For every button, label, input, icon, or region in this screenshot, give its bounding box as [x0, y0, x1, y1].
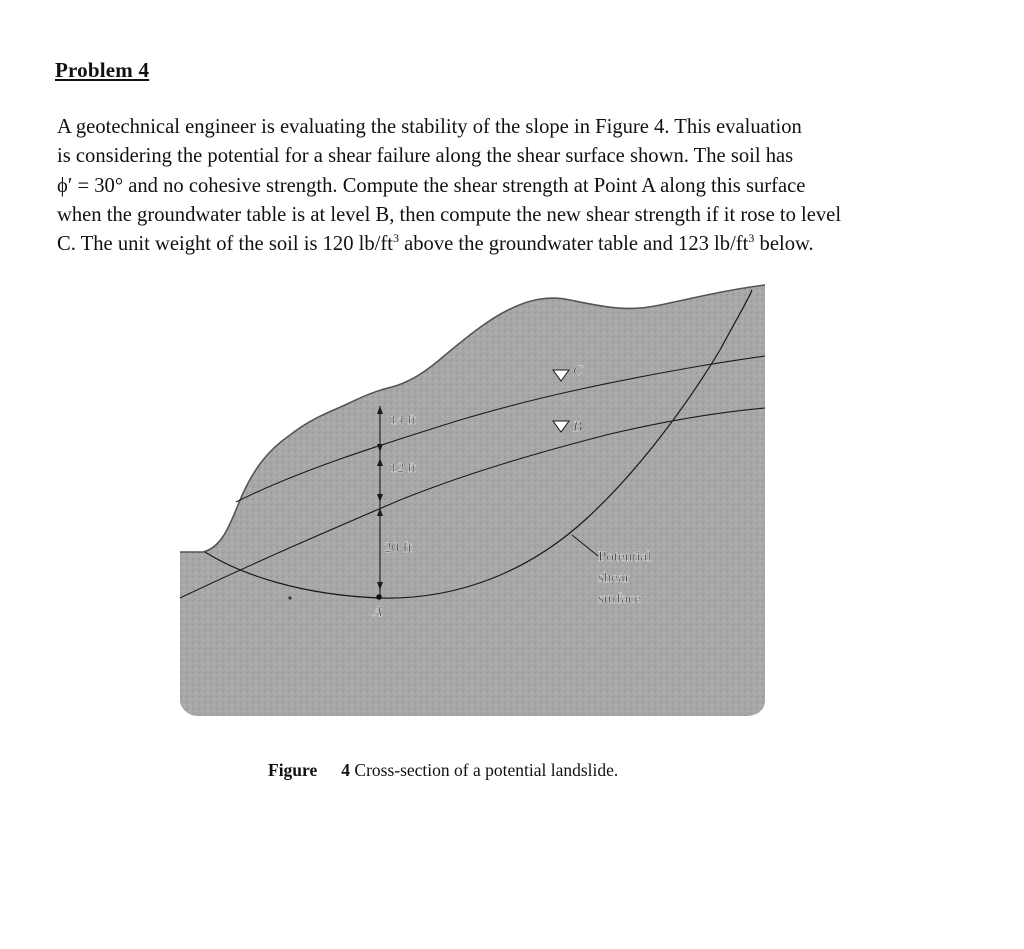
shear-surface-label-line-3: surface	[598, 591, 642, 607]
caption-text: Cross-section of a potential landslide.	[354, 760, 619, 780]
dimension-label-14ft: 14 ft	[390, 413, 417, 428]
caption-prefix: Figure	[268, 760, 318, 780]
statement-line-2: is considering the potential for a shear failure along the shear surface shown. The soil has	[57, 145, 794, 168]
left-reference-dot	[288, 596, 291, 599]
statement-line-5-part-a: C. The unit weight of the soil is 120 lb/ft	[57, 233, 393, 256]
water-level-c-label: C	[573, 363, 584, 379]
statement-line-1: A geotechnical engineer is evaluating the stability of the slope in Figure 4. This evaluation	[57, 116, 802, 138]
shear-surface-label-line-2: shear	[598, 570, 630, 586]
figure-caption	[268, 760, 618, 781]
statement-line-5-part-c: above the groundwater table and 123 lb/ft	[398, 233, 749, 256]
caption-number: 4	[341, 760, 351, 780]
soil-mass	[180, 285, 765, 716]
dimension-label-20ft: 20 ft	[384, 540, 412, 556]
superscript-3-second: 3	[748, 231, 755, 246]
point-a-label: A	[373, 604, 383, 620]
superscript-3-first: 3	[392, 231, 399, 246]
dimension-label-12ft: 12 ft	[390, 461, 417, 476]
water-level-b-label: B	[573, 419, 583, 435]
shear-surface-label-line-1: Potential	[598, 549, 652, 565]
statement-line-3: ϕ′ = 30° and no cohesive strength. Compute the shear strength at Point A along this surface	[57, 174, 806, 197]
problem-heading: Problem 4	[55, 58, 150, 82]
statement-line-5-part-e: below.	[754, 233, 814, 256]
point-a-marker	[376, 594, 382, 600]
statement-line-4: when the groundwater table is at level B, then compute the new shear strength if it rose to level	[57, 203, 842, 226]
